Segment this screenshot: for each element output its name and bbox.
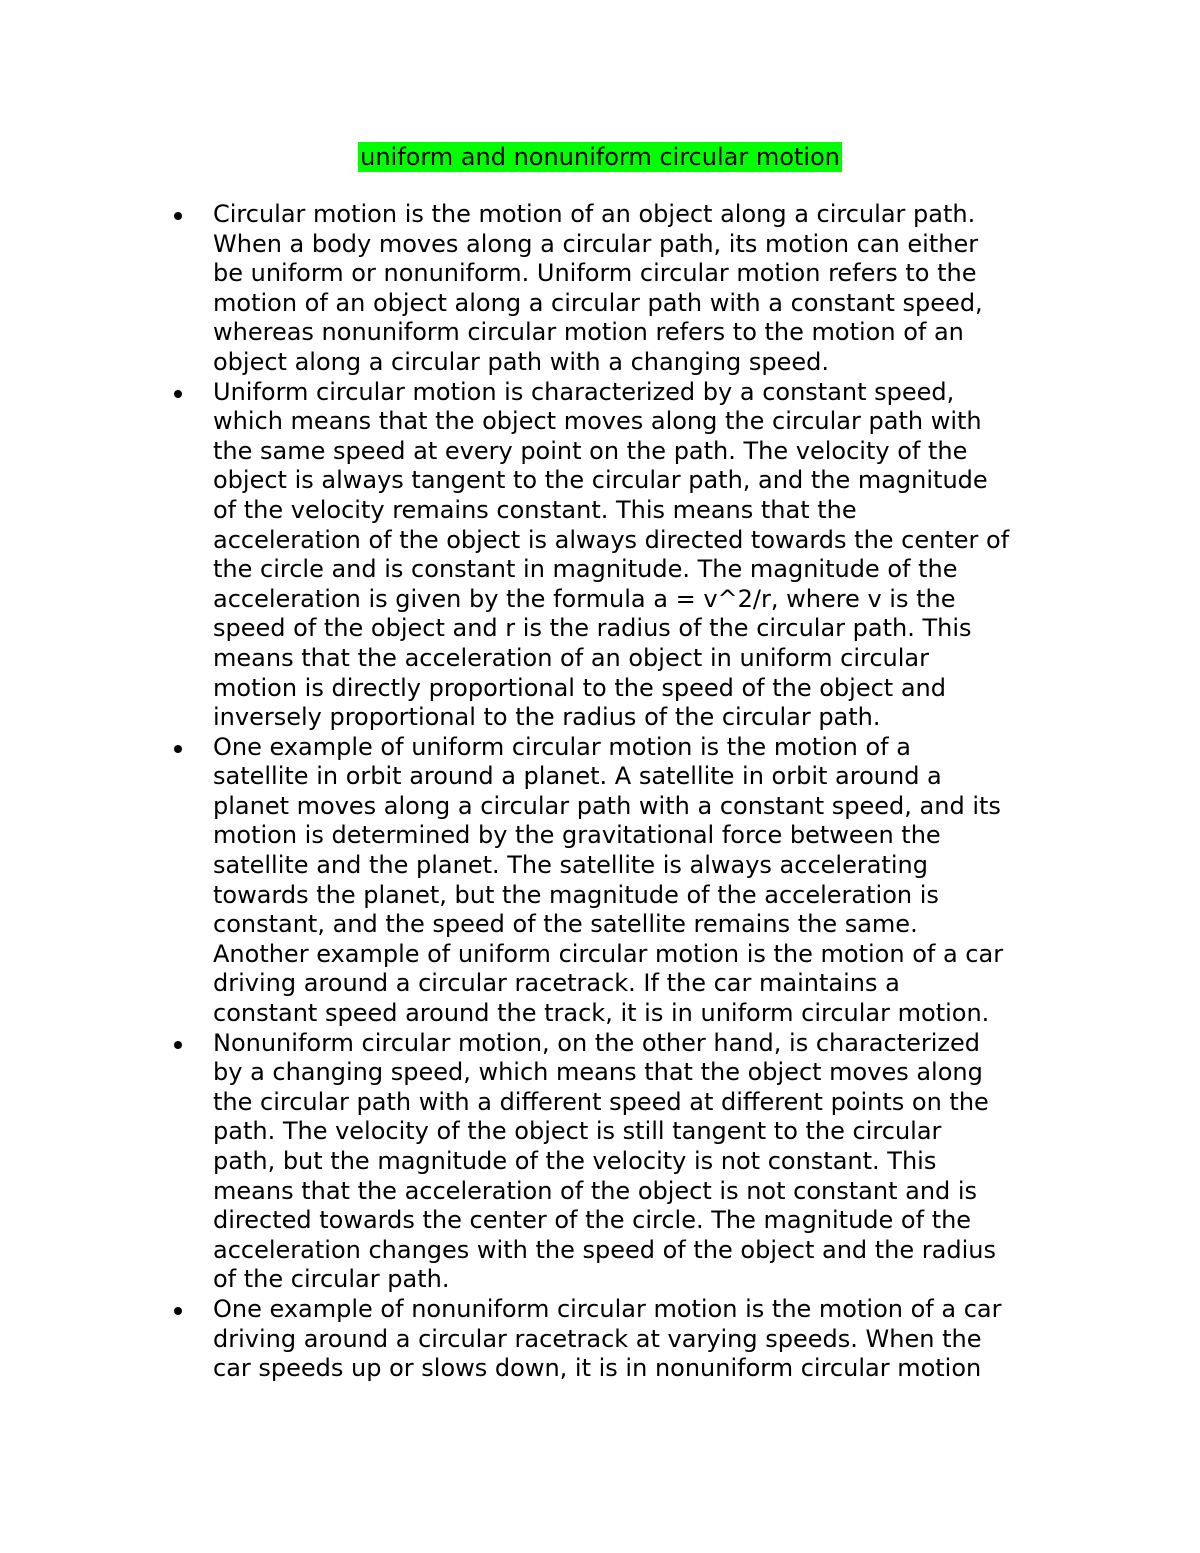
bullet-item	[0, 378, 1063, 733]
bullet-text-line: Uniform circular motion is characterized by a constant speed,	[213, 377, 955, 406]
bullet-text-line: acceleration is given by the formula a = v^2/r, where v is the	[213, 584, 956, 613]
bullet-text-line: means that the acceleration of an object in uniform circular	[213, 643, 929, 672]
bullet-text-line: of the velocity remains constant. This means that the	[213, 495, 857, 524]
bullet-text-line: the same speed at every point on the path. The velocity of the	[213, 436, 968, 465]
bullet-text-line: When a body moves along a circular path, its motion can either	[213, 229, 979, 258]
bullet-text-line: motion is determined by the gravitational force between the	[213, 821, 941, 850]
bullet-item	[0, 1295, 1063, 1384]
bullet-item	[0, 733, 1063, 1029]
bullet-text-line: by a changing speed, which means that the object moves along	[213, 1058, 983, 1087]
bullet-text-line: constant speed around the track, it is in uniform circular motion.	[213, 999, 990, 1028]
bullet-item	[0, 1029, 1063, 1295]
bullet-text-line: acceleration changes with the speed of the object and the radius	[213, 1235, 996, 1264]
bullet-list	[0, 200, 1063, 1384]
bullet-text-line: object along a circular path with a changing speed.	[213, 347, 830, 376]
bullet-dot-icon	[174, 1041, 182, 1049]
bullet-text-line: One example of nonuniform circular motion is the motion of a car	[213, 1294, 1002, 1323]
bullet-text-line: speed of the object and r is the radius of the circular path. This	[213, 614, 972, 643]
bullet-item	[0, 200, 1063, 378]
bullet-text-line: inversely proportional to the radius of the circular path.	[213, 703, 881, 732]
bullet-dot-icon	[174, 1307, 182, 1315]
bullet-text-line: driving around a circular racetrack. If the car maintains a	[213, 969, 900, 998]
bullet-text-line: acceleration of the object is always directed towards the center of	[213, 525, 1010, 554]
bullet-text-line: satellite in orbit around a planet. A satellite in orbit around a	[213, 762, 942, 791]
bullet-text-line: Nonuniform circular motion, on the other hand, is characterized	[213, 1028, 981, 1057]
bullet-text-line: satellite and the planet. The satellite is always accelerating	[213, 851, 928, 880]
bullet-dot-icon	[174, 745, 182, 753]
bullet-text-line: be uniform or nonuniform. Uniform circular motion refers to the	[213, 259, 977, 288]
bullet-text-line: means that the acceleration of the object is not constant and is	[213, 1176, 978, 1205]
bullet-text-line: constant, and the speed of the satellite remains the same.	[213, 910, 918, 939]
title-container	[0, 142, 1200, 172]
bullet-dot-icon	[174, 390, 182, 398]
bullet-text-line: whereas nonuniform circular motion refers to the motion of an	[213, 318, 964, 347]
bullet-text-line: driving around a circular racetrack at varying speeds. When the	[213, 1324, 982, 1353]
bullet-text-line: motion is directly proportional to the speed of the object and	[213, 673, 946, 702]
bullet-text-line: which means that the object moves along the circular path with	[213, 407, 982, 436]
bullet-text-line: path, but the magnitude of the velocity is not constant. This	[213, 1147, 937, 1175]
bullet-text-line: path. The velocity of the object is still tangent to the circular	[213, 1117, 942, 1146]
bullet-text-line: Another example of uniform circular motion is the motion of a car	[213, 939, 1004, 968]
bullet-text-line: directed towards the center of the circle. The magnitude of the	[213, 1206, 972, 1235]
document-title: uniform and nonuniform circular motion	[360, 143, 840, 171]
bullet-text-line: of the circular path.	[213, 1265, 450, 1294]
bullet-text-line: towards the planet, but the magnitude of the acceleration is	[213, 880, 939, 909]
bullet-text-line: planet moves along a circular path with a constant speed, and its	[213, 791, 1001, 820]
bullet-text-line: car speeds up or slows down, it is in nonuniform circular motion	[213, 1354, 982, 1383]
bullet-text-line: Circular motion is the motion of an object along a circular path.	[213, 200, 976, 228]
bullet-text-line: the circular path with a different speed at different points on the	[213, 1087, 989, 1116]
bullet-text-line: object is always tangent to the circular path, and the magnitude	[213, 466, 988, 495]
bullet-text-line: the circle and is constant in magnitude. The magnitude of the	[213, 555, 958, 584]
bullet-dot-icon	[174, 212, 182, 220]
bullet-text-line: motion of an object along a circular path with a constant speed,	[213, 288, 983, 317]
bullet-text-line: One example of uniform circular motion is the motion of a	[213, 732, 911, 761]
